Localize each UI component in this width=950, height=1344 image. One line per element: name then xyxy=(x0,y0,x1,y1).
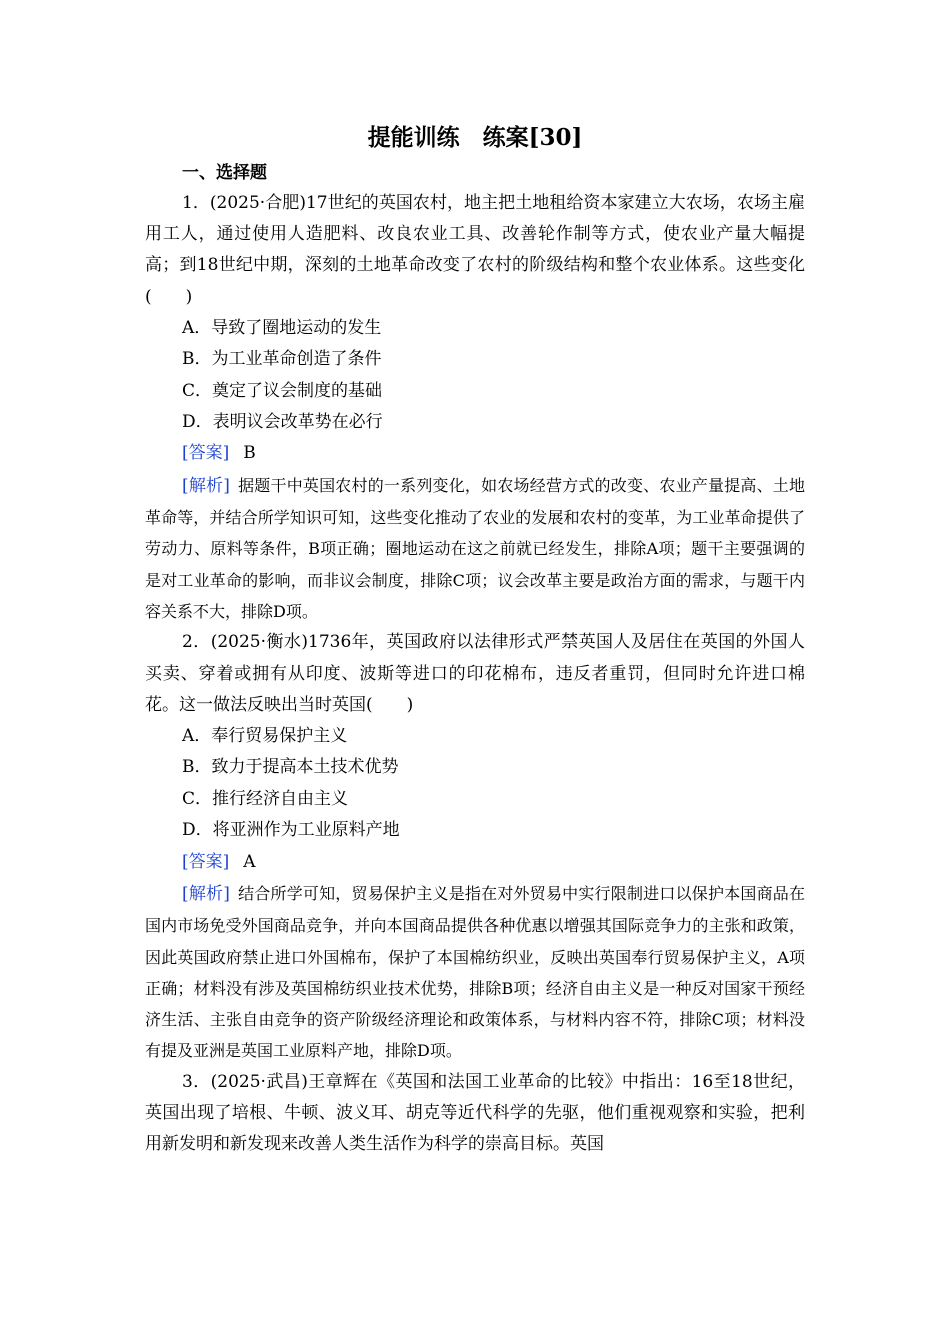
analysis-paragraph xyxy=(145,470,805,627)
question-2 xyxy=(145,627,805,1066)
question-3 xyxy=(145,1067,805,1161)
analysis-tag: [解析] xyxy=(182,883,230,904)
answer-value: B xyxy=(243,443,256,464)
option-a: A．奉行贸易保护主义 xyxy=(182,725,348,746)
option-a: A．导致了圈地运动的发生 xyxy=(182,317,382,338)
option-b: B．为工业革命创造了条件 xyxy=(182,349,382,370)
answer-tag: [答案] xyxy=(182,851,230,872)
analysis-text: 据题干中英国农村的一系列变化，如农场经营方式的改变、农业产量提高、土地革命等，并结合所学知识可知，这些变化推动了农业的发展和农村的变革，为工业革命提供了劳动力、原料等条件，B项正确；圈地运动在这之前就已经发生，排除A项；题干主要强调的是对工业革命的影响，而非议会制度，排除C项；议会改革主要是政治方面的需求，与题干内容关系不大，排除D项。 xyxy=(145,475,805,622)
option-c: C．奠定了议会制度的基础 xyxy=(182,380,383,401)
question-stem: 2．(2025·衡水)1736年，英国政府以法律形式严禁英国人及居住在英国的外国人买卖、穿着或拥有从印度、波斯等进口的印花棉布，违反者重罚，但同时允许进口棉花。这一做法反映出当时英国( ) xyxy=(145,632,805,715)
analysis-paragraph xyxy=(145,878,805,1067)
question-1 xyxy=(145,188,805,627)
answer-line xyxy=(145,847,805,878)
option-b: B．致力于提高本土技术优势 xyxy=(182,757,399,778)
section-heading: 一、选择题 xyxy=(182,163,267,183)
answer-line xyxy=(145,438,805,469)
analysis-text: 结合所学可知，贸易保护主义是指在对外贸易中实行限制进口以保护本国商品在国内市场免受外国商品竞争，并向本国商品提供各种优惠以增强其国际竞争力的主张和政策，因此英国政府禁止进口外国棉布，保护了本国棉纺织业，反映出英国奉行贸易保护主义，A项正确；材料没有涉及英国棉纺织业技术优势，排除B项；经济自由主义是一种反对国家干预经济生活、主张自由竞争的资产阶级经济理论和政策体系，与材料内容不符，排除C项；材料没有提及亚洲是英国工业原料产地，排除D项。 xyxy=(145,883,805,1061)
question-stem: 1．(2025·合肥)17世纪的英国农村，地主把土地租给资本家建立大农场，农场主雇用工人，通过使用人造肥料、改良农业工具、改善轮作制等方式，使农业产量大幅提高；到18世纪中期，深刻的土地革命改变了农村的阶级结构和整个农业体系。这些变化( ) xyxy=(145,193,805,307)
page-title: 提能训练 练案[30] xyxy=(367,124,583,151)
option-c: C．推行经济自由主义 xyxy=(182,788,349,809)
analysis-tag: [解析] xyxy=(182,475,230,496)
answer-value: A xyxy=(243,851,256,872)
document-page xyxy=(145,118,805,1160)
option-d: D．表明议会改革势在必行 xyxy=(182,412,383,433)
question-stem: 3．(2025·武昌)王章辉在《英国和法国工业革命的比较》中指出：16至18世纪，英国出现了培根、牛顿、波义耳、胡克等近代科学的先驱，他们重视观察和实验，把利用新发明和新发现来改善人类生活作为科学的崇高目标。英国 xyxy=(145,1071,805,1155)
answer-tag: [答案] xyxy=(182,443,230,464)
option-d: D．将亚洲作为工业原料产地 xyxy=(182,820,400,841)
